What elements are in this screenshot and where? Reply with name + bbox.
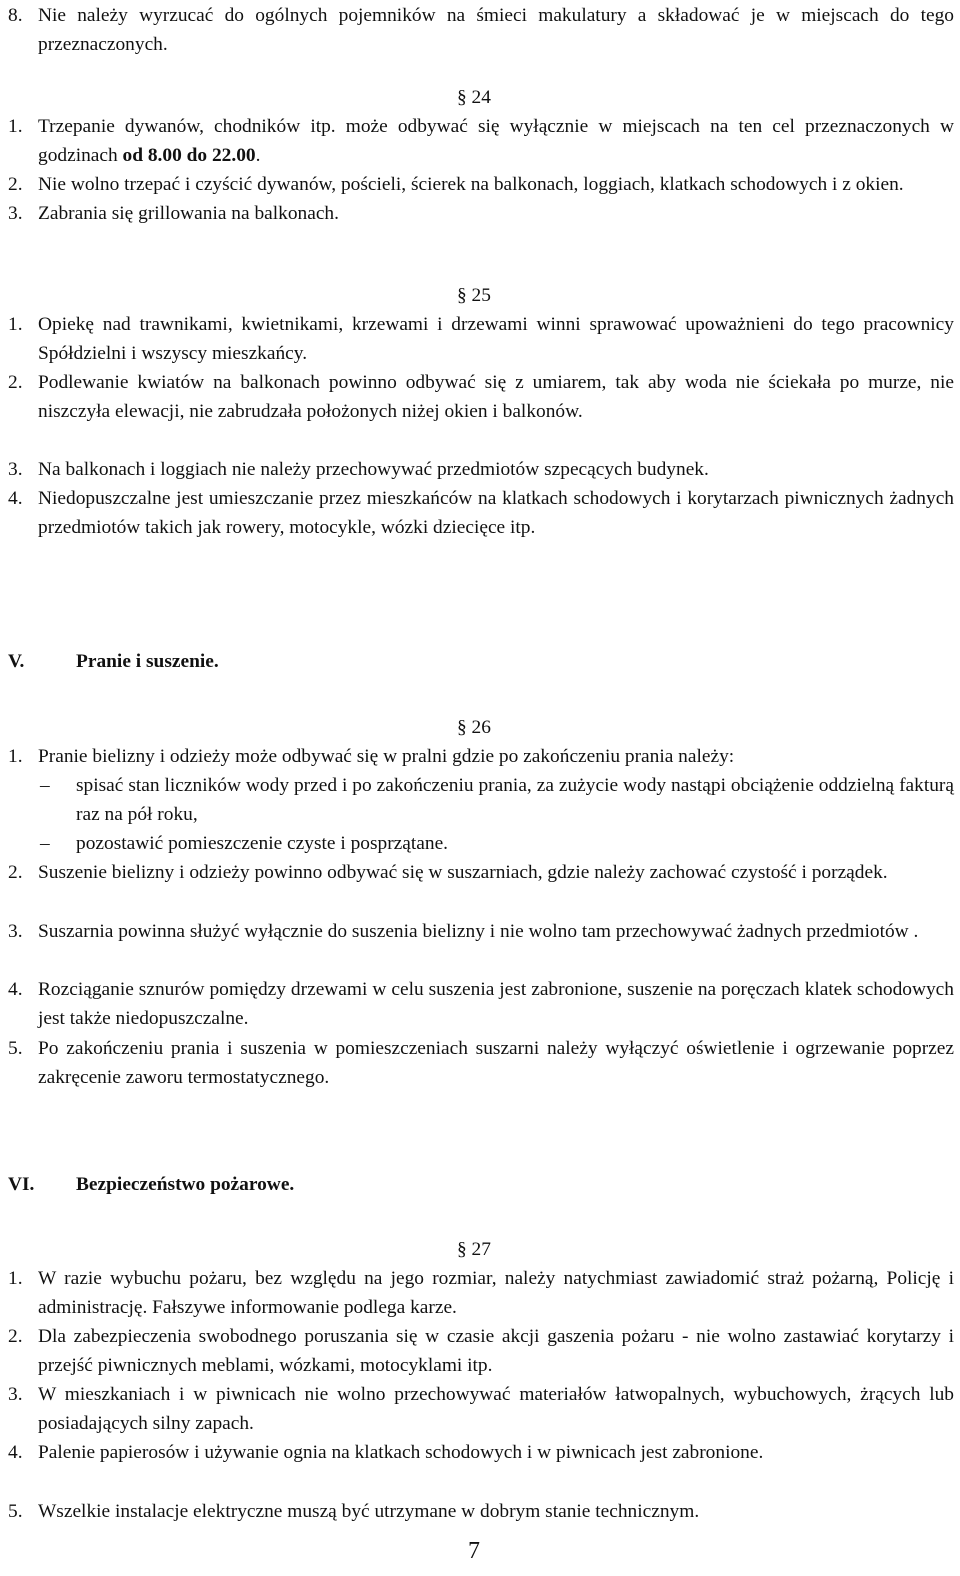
- dash-bullet: –: [40, 833, 50, 854]
- item-text-part: Trzepanie dywanów, chodników itp. może odbywać się wyłącznie w miejscach na ten cel przeznaczonych w godzinach: [38, 116, 954, 166]
- item-number: 4.: [8, 488, 23, 509]
- list-item: [8, 1034, 954, 1092]
- section-heading-26: § 26: [457, 717, 491, 738]
- item-text: [38, 112, 954, 170]
- list-item: [8, 917, 954, 946]
- item-number: 5.: [8, 1038, 23, 1059]
- item-number: 4.: [8, 1442, 23, 1463]
- item-text: Zabrania się grillowania na balkonach.: [38, 203, 339, 224]
- item-text: Niedopuszczalne jest umieszczanie przez mieszkańców na klatkach schodowych i korytarzach piwnicznych żadnych przedmiotów takich jak rowery, motocykle, wózki dziecięce itp.: [38, 488, 954, 538]
- item-number: 3.: [8, 459, 23, 480]
- dash-bullet: –: [40, 775, 50, 796]
- item-text: Palenie papierosów i używanie ognia na klatkach schodowych i w piwnicach jest zabronione.: [38, 1442, 764, 1463]
- item-number: 3.: [8, 203, 23, 224]
- item-text: Nie należy wyrzucać do ogólnych pojemników na śmieci makulatury a składować je w miejscach do tego przeznaczonych.: [38, 5, 954, 55]
- item-number: 3.: [8, 921, 23, 942]
- chapter-number: VI.: [8, 1174, 35, 1195]
- chapter-title: Pranie i suszenie.: [76, 651, 219, 672]
- section-heading-27: § 27: [457, 1239, 491, 1260]
- item-number: 1.: [8, 746, 23, 767]
- dash-list-item: [40, 829, 954, 858]
- item-text: W razie wybuchu pożaru, bez względu na jego rozmiar, należy natychmiast zawiadomić straż pożarną, Policję i administrację. Fałszywe informowanie podlega karze.: [38, 1268, 954, 1318]
- item-text: Nie wolno trzepać i czyścić dywanów, pościeli, ścierek na balkonach, loggiach, klatkach schodowych i z okien.: [38, 174, 904, 195]
- list-item: [8, 1264, 954, 1322]
- item-number: 2.: [8, 372, 23, 393]
- item-number: 1.: [8, 1268, 23, 1289]
- item-text-part: .: [255, 145, 261, 166]
- list-item: [8, 1, 954, 59]
- item-number: 1.: [8, 116, 23, 137]
- list-item: [8, 310, 954, 368]
- item-number: 2.: [8, 862, 23, 883]
- list-item: [8, 199, 954, 228]
- list-item: [8, 1380, 954, 1438]
- list-item: [8, 858, 954, 887]
- dash-list-item: [40, 771, 954, 829]
- item-text: Suszenie bielizny i odzieży powinno odbywać się w suszarniach, gdzie należy zachować czystość i porządek.: [38, 862, 888, 883]
- dash-item-text: pozostawić pomieszczenie czyste i posprzątane.: [76, 833, 449, 854]
- list-item: [8, 455, 954, 484]
- item-text: Podlewanie kwiatów na balkonach powinno odbywać się z umiarem, tak aby woda nie ściekała po murze, nie niszczyła elewacji, nie zabrudzała położonych niżej okien i balkonów.: [38, 372, 954, 422]
- section-heading-25: § 25: [457, 285, 491, 306]
- item-text: Wszelkie instalacje elektryczne muszą być utrzymane w dobrym stanie technicznym.: [38, 1501, 700, 1522]
- list-item: [8, 742, 954, 771]
- item-text: Dla zabezpieczenia swobodnego poruszania się w czasie akcji gaszenia pożaru - nie wolno zastawiać korytarzy i przejść piwnicznych meblami, wózkami, motocyklami itp.: [38, 1326, 954, 1376]
- list-item: [8, 1438, 954, 1467]
- chapter-heading-v: [8, 647, 219, 676]
- list-item: [8, 975, 954, 1033]
- item-number: 1.: [8, 314, 23, 335]
- item-number: 5.: [8, 1501, 23, 1522]
- item-number: 2.: [8, 174, 23, 195]
- chapter-title: Bezpieczeństwo pożarowe.: [76, 1174, 295, 1195]
- list-item: [8, 484, 954, 542]
- section-heading-24: § 24: [457, 87, 491, 108]
- item-number: 2.: [8, 1326, 23, 1347]
- item-number: 3.: [8, 1384, 23, 1405]
- list-item: [8, 112, 954, 170]
- chapter-heading-vi: [8, 1170, 294, 1199]
- chapter-number: V.: [8, 651, 25, 672]
- item-number: 4.: [8, 979, 23, 1000]
- page-number: 7: [468, 1538, 480, 1564]
- item-text: Na balkonach i loggiach nie należy przechowywać przedmiotów szpecących budynek.: [38, 459, 709, 480]
- list-item: [8, 368, 954, 426]
- item-text: Po zakończeniu prania i suszenia w pomieszczeniach suszarni należy wyłączyć oświetlenie i ogrzewanie poprzez zakręcenie zaworu termostatycznego.: [38, 1038, 954, 1088]
- dash-item-text: spisać stan liczników wody przed i po zakończeniu prania, za zużycie wody nastąpi obciążenie oddzielną fakturą raz na pół roku,: [76, 775, 954, 825]
- item-text: Suszarnia powinna służyć wyłącznie do suszenia bielizny i nie wolno tam przechowywać żadnych przedmiotów .: [38, 921, 919, 942]
- item-text: Pranie bielizny i odzieży może odbywać się w pralni gdzie po zakończeniu prania należy:: [38, 746, 735, 767]
- list-item: [8, 1497, 954, 1526]
- item-text-bold: od 8.00 do 22.00: [122, 145, 256, 166]
- item-text: W mieszkaniach i w piwnicach nie wolno przechowywać materiałów łatwopalnych, wybuchowych, żrących lub posiadających silny zapach.: [38, 1384, 954, 1434]
- list-item: [8, 170, 954, 199]
- list-item: [8, 1322, 954, 1380]
- item-text: Rozciąganie sznurów pomiędzy drzewami w celu suszenia jest zabronione, suszenie na poręczach klatek schodowych jest także niedopuszczalne.: [38, 979, 954, 1029]
- item-number: 8.: [8, 5, 23, 26]
- item-text: Opiekę nad trawnikami, kwietnikami, krzewami i drzewami winni sprawować upoważnieni do tego pracownicy Spółdzielni i wszyscy mieszkańcy.: [38, 314, 954, 364]
